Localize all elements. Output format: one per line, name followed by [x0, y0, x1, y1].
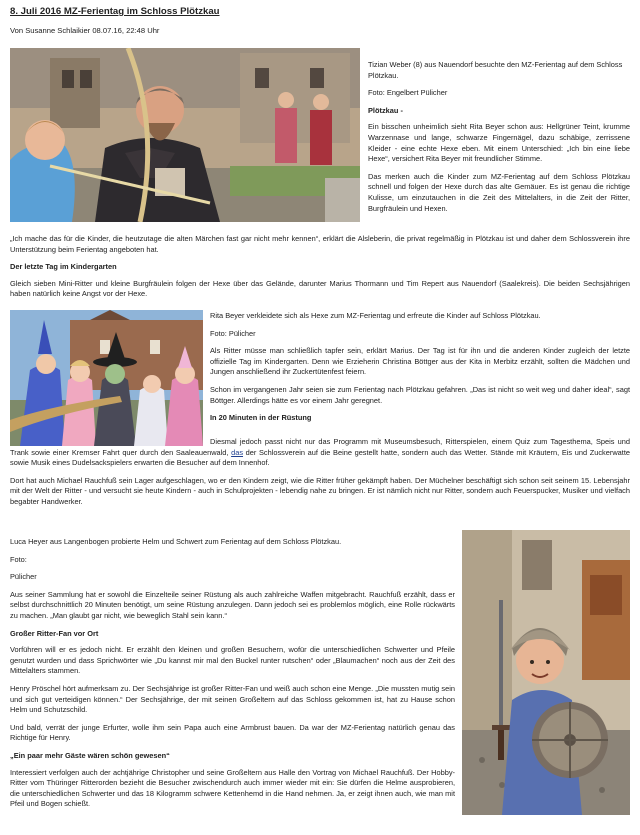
photo-boy-with-helmet-shield [462, 530, 630, 815]
photo3-credit-label: Foto: [10, 554, 27, 564]
photo2-credit: Foto: Pülicher [210, 328, 256, 338]
section1-paragraph-2: Das merken auch die Kinder zum MZ-Ferientag auf dem Schloss Plötzkau schnell und folgen der Hexe durch das alte Gemäuer. Es ist genau die richtige Kulisse, um einzutauchen in die Zeit des Mittelalters, in die Zeit der Ritter, Burgfräulein und Hexen. [368, 171, 630, 213]
photo2-caption: Rita Beyer verkleidete sich als Hexe zum MZ-Ferientag und erfreute die Kinder auf Schloss Plötzkau. [210, 311, 541, 320]
section3-paragraph-4: Dort hat auch Michael Rauchfuß sein Lager aufgeschlagen, wo er den Kindern zeigt, wie die Ritter früher gekämpft haben. Der Müchelner beschäftigt sich schon seit seinem 15. Lebensjahr mit der Welt der Ritter - und versucht sie heute Kindern - auch in Schulprojekten - lebendig nahe zu bringen. Er ist nämlich nicht nur Ritter, sondern auch Feuerspucker, Musiker und vielfach begabter Handwerker. [10, 475, 630, 506]
section2-paragraph-1: „Ich mache das für die Kinder, die heutzutage die alten Märchen fast gar nicht mehr kennen“, erklärt die Alsleberin, die privat regelmäßig in Plötzkau ist und daher dem Schlossverein ihre Unterstützung beim Ferientag angeboten hat. [10, 234, 630, 254]
paragraph-3-part-a: Diesmal jedoch passt nicht nur das Programm mit Museumsbesuch, Ritterspielen, einem Quiz zum Tagesthema, Speis und Trank sowie einer Kremser Fahrt quer durch den Saaleauenwald, [10, 437, 630, 457]
section3-paragraph-1: Als Ritter müsse man schließlich tapfer sein, erklärt Marius. Der Tag ist für ihn und die anderen Kinder zugleich der letzte offizielle Tag im Kindergarten. Denn wie Erzieherin Christina Böttger aus der Kita in Merbitz erzählt, sollten die Mädchen und Jungen anschließend ihr Zuckertütenfest feiern. [210, 346, 630, 377]
section4-paragraph-3: Henry Pröschel hört aufmerksam zu. Der Sechsjährige ist großer Ritter-Fan und weiß auch schon eine Menge. „Die mussten mutig sein und sich gut verteidigen können.“ Der Sechsjährige, der mit seinen Großeltern auf das Schloss gekommen ist, hat zu Hause schon Helm und Schutzschild. [10, 683, 455, 715]
heading-last-day-kindergarten: Der letzte Tag im Kindergarten [10, 262, 117, 272]
section4-paragraph-1: Aus seiner Sammlung hat er sowohl die Einzelteile seiner Rüstung als auch zahlreiche Waffen mitgebracht. Rauchfuß erzählt, dass er selbst durchschnittlich 20 Minuten benötigt, um seine Rüstung anzulegen. Dann jedoch sei es problemlos möglich, eine Rolle rückwärts zu machen. „Man glaubt gar nicht, wie beweglich Stahl sein kann.“ [10, 589, 455, 620]
dateline-heading: Plötzkau - [368, 105, 403, 115]
photo-knight-with-boy [10, 48, 360, 222]
photo1-caption: Tizian Weber (8) aus Nauendorf besuchte den MZ-Ferientag auf dem Schloss Plötzkau. [368, 60, 623, 80]
photo3-caption: Luca Heyer aus Langenbogen probierte Helm und Schwert zum Ferientag auf dem Schloss Plötzkau. [10, 537, 342, 546]
photo-witch-with-children [10, 310, 203, 446]
paragraph-3-part-b: der Schlossverein auf die Beine gestellt hatte, sondern auch das Wetter. Stände mit Kräutern, Eis und Zuckerwatte sowie Musik eines Dudelsackspielers erwarten die Besucher auf dem Innenhof. [10, 447, 630, 468]
article-byline: Von Susanne Schlaikier 08.07.16, 22:48 Uhr [10, 26, 160, 35]
section1-text [368, 60, 630, 221]
section2-paragraph-2: Gleich sieben Mini-Ritter und kleine Burgfräulein folgen der Hexe über das Gelände, darunter Marius Thormann und Tim Repert aus Nauendorf (Saalekreis). Die beiden Sechsjährigen haben natürlich keine Angst vor der Hexe. [10, 278, 630, 299]
section4-paragraph-4: Und bald, verrät der junge Erfurter, wolle ihm sein Papa auch eine Armbrust bauen. Da war der MZ-Ferientag natürlich genau das Richtige für Henry. [10, 722, 455, 743]
section2-text [10, 234, 630, 307]
heading-20-minutes-armor: In 20 Minuten in der Rüstung [210, 413, 312, 423]
heading-big-knight-fan: Großer Ritter-Fan vor Ort [10, 628, 99, 638]
article-title: 8. Juli 2016 MZ-Ferientag im Schloss Plötzkau [10, 6, 220, 17]
section3-paragraph-2: Schon im vergangenen Jahr seien sie zum Ferientag nach Plötzkau gefahren. „Das ist nicht so weit weg und daher ideal“, sagt Böttger. Allerdings hätte es vor einem Jahr geregnet. [210, 384, 630, 405]
inline-link-das[interactable]: das [231, 447, 244, 457]
photo3-credit-name: Pülicher [10, 572, 37, 582]
section1-paragraph-1: Ein bisschen unheimlich sieht Rita Beyer schon aus: Hellgrüner Teint, krumme Warzennase und lange, schwarze Fingernägel, dazu schäbige, zerrissene Kleider - eine echte Hexe eben. Mit einem Unterschied: „Ich bin eine liebe Hexe“, versichert Rita Beyer mit freundlicher Stimme. [368, 122, 630, 164]
section4-paragraph-2: Vorführen will er es jedoch nicht. Er erzählt den kleinen und großen Besuchern, wofür die unterschiedlichen Schwerter und Pfeile genutzt wurden und dass Sprichwörter wie „Du kannst mir mal den Buckel runter rutschen“ oder „Blaumachen“ noch aus der Zeit des Mittelalters stammen. [10, 645, 455, 676]
section3-paragraph-3 [10, 437, 630, 469]
section3-full-text [10, 437, 630, 515]
section3-side-text [210, 311, 630, 430]
section4-paragraph-5: Interessiert verfolgen auch der achtjährige Christopher und seine Großeltern aus Halle den Vortrag von Michael Rauchfuß. Der Hobby-Ritter vom Thüringer Ritterorden bezieht die Besucher zwischendurch auch immer wieder mit ein: Sie dürfen die Helme ausprobieren, die unterschiedlichen Schwerter und das 18 Kilogramm schwere Kettenhemd in die Hand nehmen. Ja, er zeigt ihnen auch, wie man mit Pfeil und Bogen schießt. [10, 767, 455, 809]
section4-text [10, 537, 455, 817]
photo1-credit: Foto: Engelbert Pülicher [368, 88, 448, 98]
heading-more-guests: „Ein paar mehr Gäste wären schön gewesen“ [10, 750, 170, 760]
